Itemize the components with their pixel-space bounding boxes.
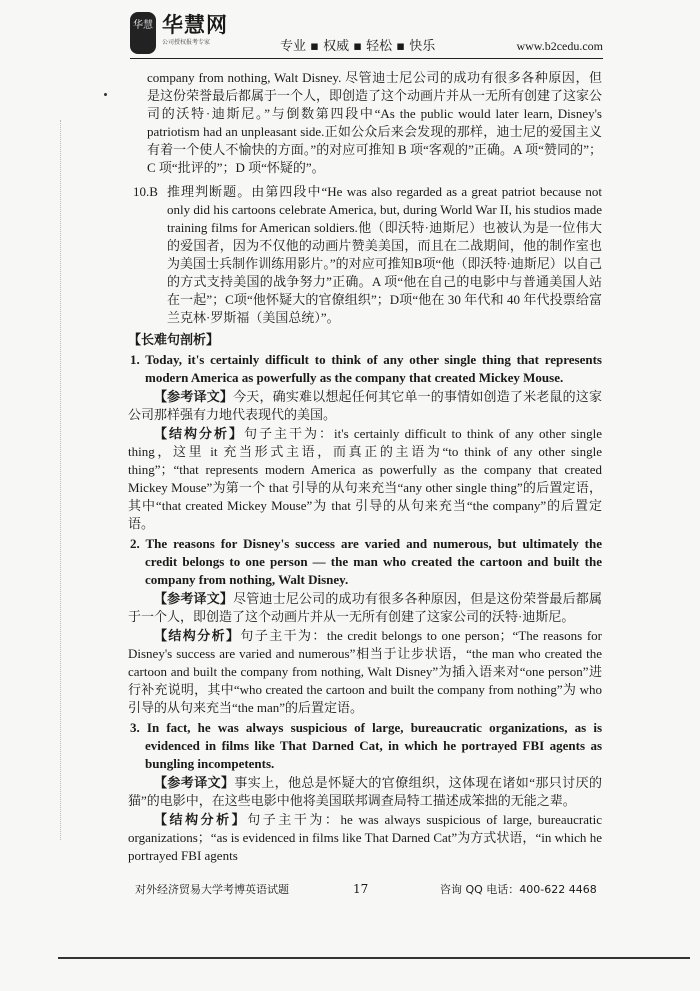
page-number: 17 [353,882,369,896]
answer-10 [133,183,602,327]
scan-speck [104,93,107,96]
sentence: 1. Today, it's certainly difficult to think of any other single thing that represents modern America as powerfully as the company that created Mickey Mouse. [130,352,602,385]
analysis-item-1 [128,351,602,533]
section-heading: 【长难句剖析】 [128,332,220,347]
footer-contact: 咨询 QQ 电话：400-622 4468 [440,883,597,896]
sentence: 3. In fact, he was always suspicious of large, bureaucratic organizations, as is evidenced in films like That Darned Cat, in which he portrayed FBI agents as bungling incompetents. [130,720,602,771]
page-footer [135,881,602,897]
page-header [130,0,603,59]
translation: 【参考译文】今天，确实难以想起任何其它单一的事情如创造了米老鼠的这家公司那样强有力地代表现代的美国。 [128,389,602,422]
answer-9-continuation: company from nothing, Walt Disney. 尽管迪士尼公司的成功有很多各种原因，但是这份荣誉最后都属于一个人，即创造了这个动画片并从一无所有创建了这家公司的沃特·迪斯尼。”与倒数第四段中“As the public would later learn, Disney's patriotism had an unpleasant side.正如公众后来会发现的那样，迪士尼的爱国主义有着一个使人不愉快的方面。”的对应可推知 B 项“客观的”正确。A 项“赞同的”；C 项“批评的”；D 项“怀疑的”。 [147,70,603,175]
structure: 【结构分析】句子主干为：he was always suspicious of large, bureaucratic organizations；“as is evidenced in films like That Darned Cat”为方式状语，“in which he portrayed FBI agents [128,812,602,863]
analysis-item-2 [128,535,602,717]
structure: 【结构分析】句子主干为：it's certainly difficult to think of any other single thing，这里 it 充当形式主语，而真正的主语为“to think of any other single thing”；“that represents modern America as powerfully as the company that created Mickey Mouse”为第一个 that 引导的从句来充当“any other single thing”的后置定语，其中“that created Mickey Mouse”为 that 引导的从句来充当“the company”的后置定语。 [128,426,602,531]
sentence: 2. The reasons for Disney's success are varied and numerous, but ultimately the credit belongs to one person — the man who created the cartoon and built the company from nothing, Walt Disney. [130,536,602,587]
logo-name: 华慧网 [162,13,228,37]
translation: 【参考译文】事实上，他总是怀疑大的官僚组织，这体现在诸如“那只讨厌的猫”的电影中，在这些电影中他将美国联邦调查局特工描述成笨拙的无能之辈。 [128,775,602,808]
logo-seal-icon: 华慧 [130,12,156,54]
sentence-analysis-section [128,331,602,865]
answer-10-label: 10.B [133,184,158,199]
header-slogan: 专业 ▪ 权威 ▪ 轻松 ▪ 快乐 [280,39,436,54]
footer-title: 对外经济贸易大学考博英语试题 [135,883,289,896]
logo-tagline: 公司授权报考专家 [162,39,211,46]
bottom-divider [58,957,690,959]
site-logo [130,12,280,54]
analysis-item-3 [128,719,602,865]
answer-10-text: 推理判断题。由第四段中“He was also regarded as a great patriot because not only did his cartoons celebrate America, but, during World War II, his studios made training films for American soldiers.他（即沃特·迪斯尼）也被认为是一位伟大的爱国者，因为不仅他的动画片赞美美国，而且在二战期间，他的制作室也为美国士兵制作训练用影片。”的对应可推知B项“他（即沃特·迪斯尼）以自己的方式支持美国的战争努力”正确。A 项“他在自己的电影中与普通美国人站在一起”；C项“他怀疑大的官僚组织”；D项“他在 30 年代和 40 年代投票给富兰克林·罗斯福（美国总统）”。 [167,184,602,325]
structure: 【结构分析】句子主干为：the credit belongs to one person；“The reasons for Disney's success are varied and numerous”相当于让步状语，“the man who created the cartoon and built the company from nothing, Walt Disney”为插入语来对“one person”进行补充说明，其中“who created the cartoon and built the company from nothing”为 who 引导的从句来充当“the man”的后置定语。 [128,628,602,715]
scan-margin-marks [60,120,61,840]
logo-text [162,12,228,47]
translation: 【参考译文】尽管迪士尼公司的成功有很多各种原因，但是这份荣誉最后都属于一个人，即创造了这个动画片并从一无所有创建了这家公司的沃特·迪斯尼。 [128,591,602,624]
header-url: www.b2cedu.com [516,39,603,53]
page-content [128,59,602,865]
